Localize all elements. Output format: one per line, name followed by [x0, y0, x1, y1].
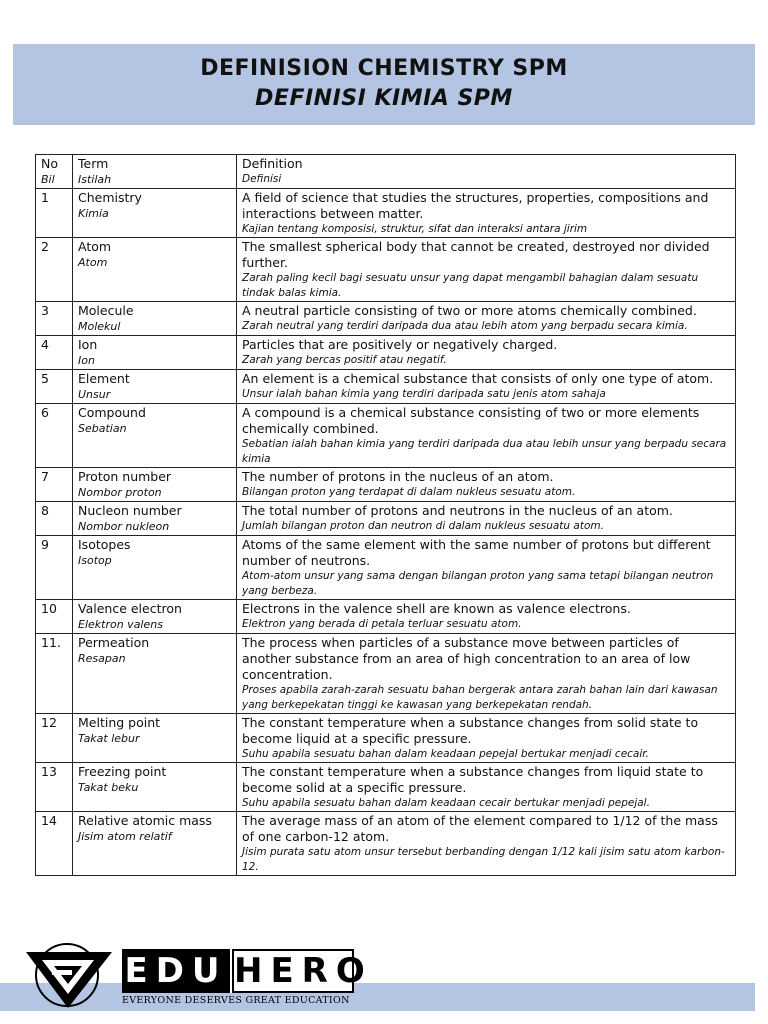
brand-logo	[122, 949, 373, 993]
row-number: 12	[36, 714, 73, 763]
term-english: Relative atomic mass	[78, 813, 212, 828]
row-term	[73, 404, 237, 468]
definition-english: The smallest spherical body that cannot be created, destroyed nor divided further.	[242, 239, 710, 270]
term-malay: Isotop	[78, 554, 112, 567]
row-number: 8	[36, 502, 73, 536]
row-number: 5	[36, 370, 73, 404]
term-english: Ion	[78, 337, 98, 352]
definition-malay: Unsur ialah bahan kimia yang terdiri daripada satu jenis atom sahaja	[242, 388, 606, 400]
definition-malay: Suhu apabila sesuatu bahan dalam keadaan cecair bertukar menjadi pepejal.	[242, 797, 650, 809]
row-definition	[237, 404, 736, 468]
definitions-table	[35, 154, 736, 876]
row-definition	[237, 189, 736, 238]
row-term	[73, 370, 237, 404]
row-definition	[237, 468, 736, 502]
table-row	[36, 502, 736, 536]
row-term	[73, 634, 237, 714]
definition-english: A field of science that studies the structures, properties, compositions and interactions between matter.	[242, 190, 709, 221]
brand-edu: EDU	[122, 949, 230, 993]
table-row	[36, 634, 736, 714]
table-row	[36, 600, 736, 634]
term-english: Freezing point	[78, 764, 167, 779]
term-english: Isotopes	[78, 537, 131, 552]
term-english: Atom	[78, 239, 112, 254]
definition-malay: Zarah yang bercas positif atau negatif.	[242, 354, 447, 366]
row-number: 13	[36, 763, 73, 812]
definition-malay: Sebatian ialah bahan kimia yang terdiri daripada dua atau lebih unsur yang berpadu secara kimia	[242, 438, 727, 465]
term-english: Valence electron	[78, 601, 182, 616]
term-malay: Kimia	[78, 207, 109, 220]
row-number: 14	[36, 812, 73, 876]
definition-malay: Suhu apabila sesuatu bahan dalam keadaan pepejal bertukar menjadi cecair.	[242, 748, 649, 760]
table-row	[36, 763, 736, 812]
table-row	[36, 336, 736, 370]
row-term	[73, 812, 237, 876]
row-term	[73, 502, 237, 536]
definition-english: Atoms of the same element with the same number of protons but different number of neutrons.	[242, 537, 711, 568]
table-row	[36, 812, 736, 876]
row-number: 10	[36, 600, 73, 634]
table-header-row	[36, 155, 736, 189]
definition-english: The constant temperature when a substance changes from solid state to become liquid at a specific pressure.	[242, 715, 699, 746]
term-malay: Jisim atom relatif	[78, 830, 172, 843]
term-english: Melting point	[78, 715, 161, 730]
row-definition	[237, 634, 736, 714]
term-english: Element	[78, 371, 130, 386]
term-english: Compound	[78, 405, 146, 420]
definition-english: The process when particles of a substance move between particles of another substance from an area of high concentration to an area of low concentration.	[242, 635, 691, 682]
row-term	[73, 714, 237, 763]
term-malay: Nombor proton	[78, 486, 162, 499]
row-definition	[237, 238, 736, 302]
term-english: Permeation	[78, 635, 150, 650]
definition-english: The constant temperature when a substance changes from liquid state to become solid at a specific pressure.	[242, 764, 704, 795]
table-row	[36, 238, 736, 302]
definition-english: An element is a chemical substance that consists of only one type of atom.	[242, 371, 714, 386]
definition-malay: Elektron yang berada di petala terluar sesuatu atom.	[242, 618, 522, 630]
term-malay: Molekul	[78, 320, 121, 333]
row-term	[73, 536, 237, 600]
row-number: 7	[36, 468, 73, 502]
definition-english: The number of protons in the nucleus of an atom.	[242, 469, 554, 484]
row-term	[73, 468, 237, 502]
definition-english: Electrons in the valence shell are known as valence electrons.	[242, 601, 631, 616]
definition-malay: Jisim purata satu atom unsur tersebut berbanding dengan 1/12 kali jisim satu atom karbon-12.	[242, 846, 725, 873]
row-definition	[237, 502, 736, 536]
row-definition	[237, 302, 736, 336]
definition-english: A compound is a chemical substance consisting of two or more elements chemically combined.	[242, 405, 700, 436]
term-malay: Takat lebur	[78, 732, 140, 745]
eduhero-v-logo-icon	[24, 942, 114, 1010]
row-term	[73, 763, 237, 812]
term-malay: Nombor nukleon	[78, 520, 170, 533]
brand-tagline: EVERYONE DESERVES GREAT EDUCATION	[122, 995, 350, 1006]
term-english: Proton number	[78, 469, 172, 484]
row-definition	[237, 336, 736, 370]
term-malay: Ion	[78, 354, 95, 367]
term-malay: Resapan	[78, 652, 126, 665]
row-number: 3	[36, 302, 73, 336]
page-subtitle: DEFINISI KIMIA SPM	[255, 86, 513, 111]
row-definition	[237, 714, 736, 763]
term-malay: Takat beku	[78, 781, 139, 794]
definition-malay: Zarah paling kecil bagi sesuatu unsur yang dapat mengambil bahagian dalam sesuatu tindak balas kimia.	[242, 272, 699, 299]
header-term: Term Istilah	[73, 155, 237, 189]
definition-malay: Bilangan proton yang terdapat di dalam nukleus sesuatu atom.	[242, 486, 576, 498]
term-english: Chemistry	[78, 190, 142, 205]
term-malay: Elektron valens	[78, 618, 163, 631]
term-malay: Atom	[78, 256, 108, 269]
term-malay: Unsur	[78, 388, 111, 401]
term-english: Nucleon number	[78, 503, 182, 518]
definition-malay: Proses apabila zarah-zarah sesuatu bahan bergerak antara zarah bahan lain dari kawasan yang berkepekatan tinggi ke kawasan yang berkepekatan rendah.	[242, 684, 718, 711]
table-row	[36, 536, 736, 600]
definition-malay: Atom-atom unsur yang sama dengan bilangan proton yang sama tetapi bilangan neutron yang berbeza.	[242, 570, 714, 597]
header-no: No Bil	[36, 155, 73, 189]
definition-malay: Kajian tentang komposisi, struktur, sifat dan interaksi antara jirim	[242, 223, 588, 235]
definition-english: A neutral particle consisting of two or more atoms chemically combined.	[242, 303, 697, 318]
table-row	[36, 370, 736, 404]
row-definition	[237, 600, 736, 634]
table-row	[36, 714, 736, 763]
definition-malay: Zarah neutral yang terdiri daripada dua atau lebih atom yang berpadu secara kimia.	[242, 320, 688, 332]
row-number: 1	[36, 189, 73, 238]
table-row	[36, 302, 736, 336]
definition-english: Particles that are positively or negatively charged.	[242, 337, 558, 352]
row-definition	[237, 812, 736, 876]
row-term	[73, 302, 237, 336]
row-number: 6	[36, 404, 73, 468]
row-number: 4	[36, 336, 73, 370]
row-number: 11.	[36, 634, 73, 714]
definition-malay: Jumlah bilangan proton dan neutron di dalam nukleus sesuatu atom.	[242, 520, 604, 532]
row-definition	[237, 370, 736, 404]
row-term	[73, 336, 237, 370]
definition-english: The average mass of an atom of the element compared to 1/12 of the mass of one carbon-12 atom.	[242, 813, 718, 844]
row-definition	[237, 536, 736, 600]
definition-english: The total number of protons and neutrons in the nucleus of an atom.	[242, 503, 673, 518]
header-definition: Definition Definisi	[237, 155, 736, 189]
title-banner	[13, 44, 755, 125]
table-row	[36, 189, 736, 238]
page-title: DEFINISION CHEMISTRY SPM	[200, 56, 568, 81]
row-number: 9	[36, 536, 73, 600]
row-term	[73, 189, 237, 238]
row-term	[73, 600, 237, 634]
row-number: 2	[36, 238, 73, 302]
brand-hero: HERO	[234, 951, 373, 991]
table-row	[36, 404, 736, 468]
row-term	[73, 238, 237, 302]
term-malay: Sebatian	[78, 422, 127, 435]
table-row	[36, 468, 736, 502]
row-definition	[237, 763, 736, 812]
term-english: Molecule	[78, 303, 134, 318]
